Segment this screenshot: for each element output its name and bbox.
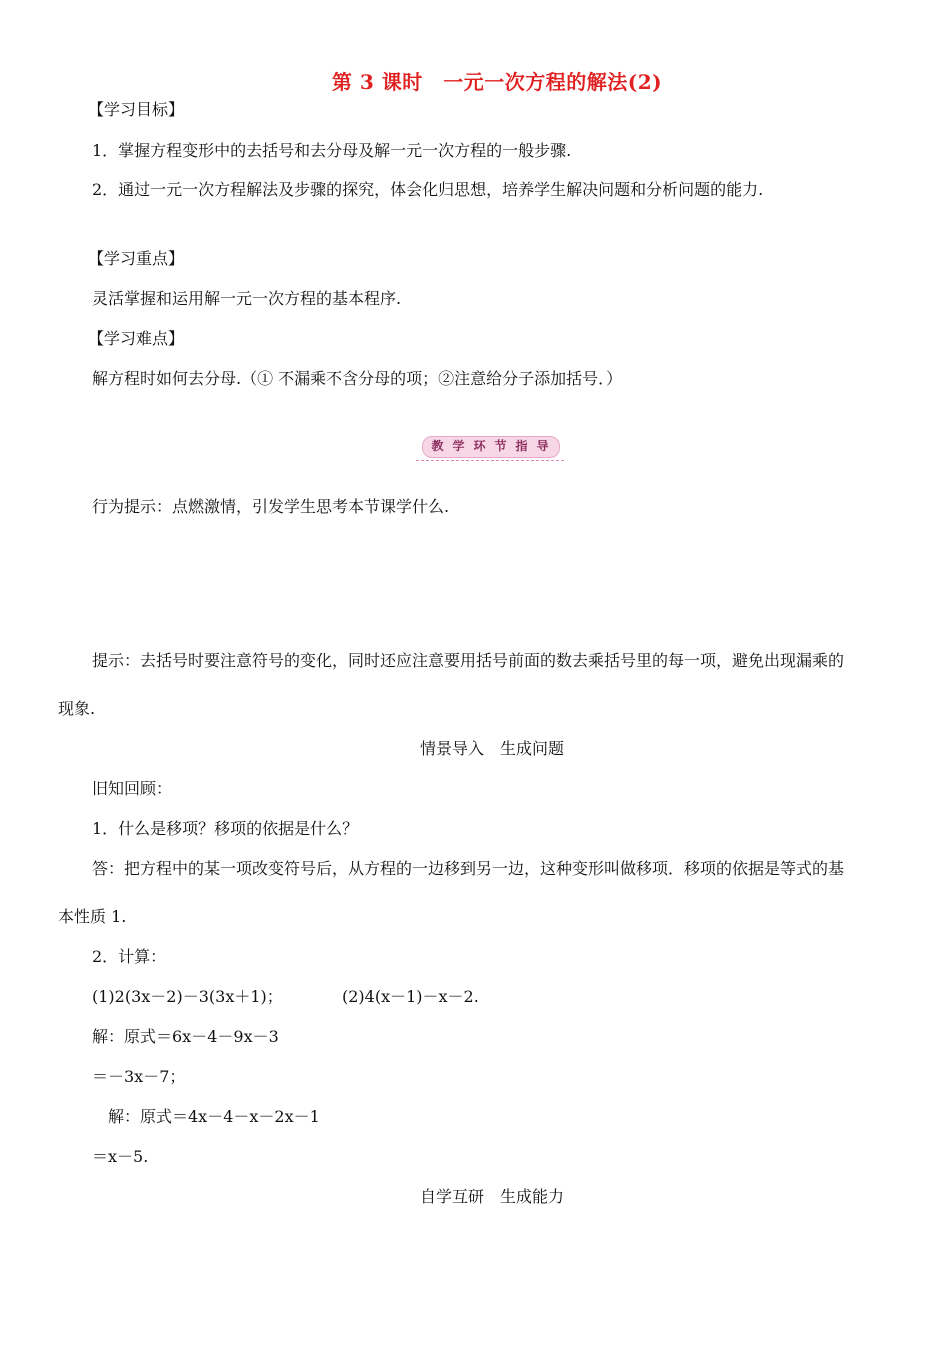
teaching-guide-banner [416,434,564,462]
behavior-hint: 行为提示：点燃激情，引发学生思考本节课学什么. [92,497,450,516]
solution-2-line-2: ＝x－5. [92,1147,149,1166]
banner-text: 教学环节指导 [431,439,558,453]
difficulty-text: 解方程时如何去分母.（① 不漏乘不含分母的项；②注意给分子添加括号．） [92,369,623,388]
objectives-header: 【学习目标】 [88,100,185,119]
objective-2: 2．通过一元一次方程解法及步骤的探究，体会化归思想，培养学生解决问题和分析问题的能力. [92,180,764,199]
question-2-part-1: (1)2(3x－2)－3(3x＋1)； [92,987,283,1006]
section-heading-scenario: 情景导入 生成问题 [419,739,564,758]
banner-underline [416,460,564,461]
question-2-part-2: (2)4(x－1)－x－2. [342,987,479,1006]
solution-1-line-2: ＝－3x－7； [92,1067,186,1086]
question-1: 1．什么是移项？移项的依据是什么？ [92,819,359,838]
answer-1-line-1: 答：把方程中的某一项改变符号后，从方程的一边移到另一边，这种变形叫做移项．移项的依据是等式的基 [92,859,845,878]
solution-1-line-1: 解：原式＝6x－4－9x－3 [92,1027,279,1046]
key-points-header: 【学习重点】 [88,249,185,268]
section-heading-self-study: 自学互研 生成能力 [419,1187,564,1206]
tip-line-2: 现象. [58,699,96,718]
page-title: 第 3 课时 一元一次方程的解法(2) [331,70,663,94]
objective-1: 1．掌握方程变形中的去括号和去分母及解一元一次方程的一般步骤. [92,141,572,160]
difficulty-header: 【学习难点】 [88,329,185,348]
answer-1-line-2: 本性质 1. [58,907,127,926]
solution-2-line-1: 解：原式＝4x－4－x－2x－1 [108,1107,320,1126]
tip-line-1: 提示：去括号时要注意符号的变化，同时还应注意要用括号前面的数去乘括号里的每一项，避免出现漏乘的 [92,651,845,670]
key-points-text: 灵活掌握和运用解一元一次方程的基本程序. [92,289,402,308]
question-2: 2．计算： [92,947,167,966]
review-header: 旧知回顾： [92,779,173,798]
